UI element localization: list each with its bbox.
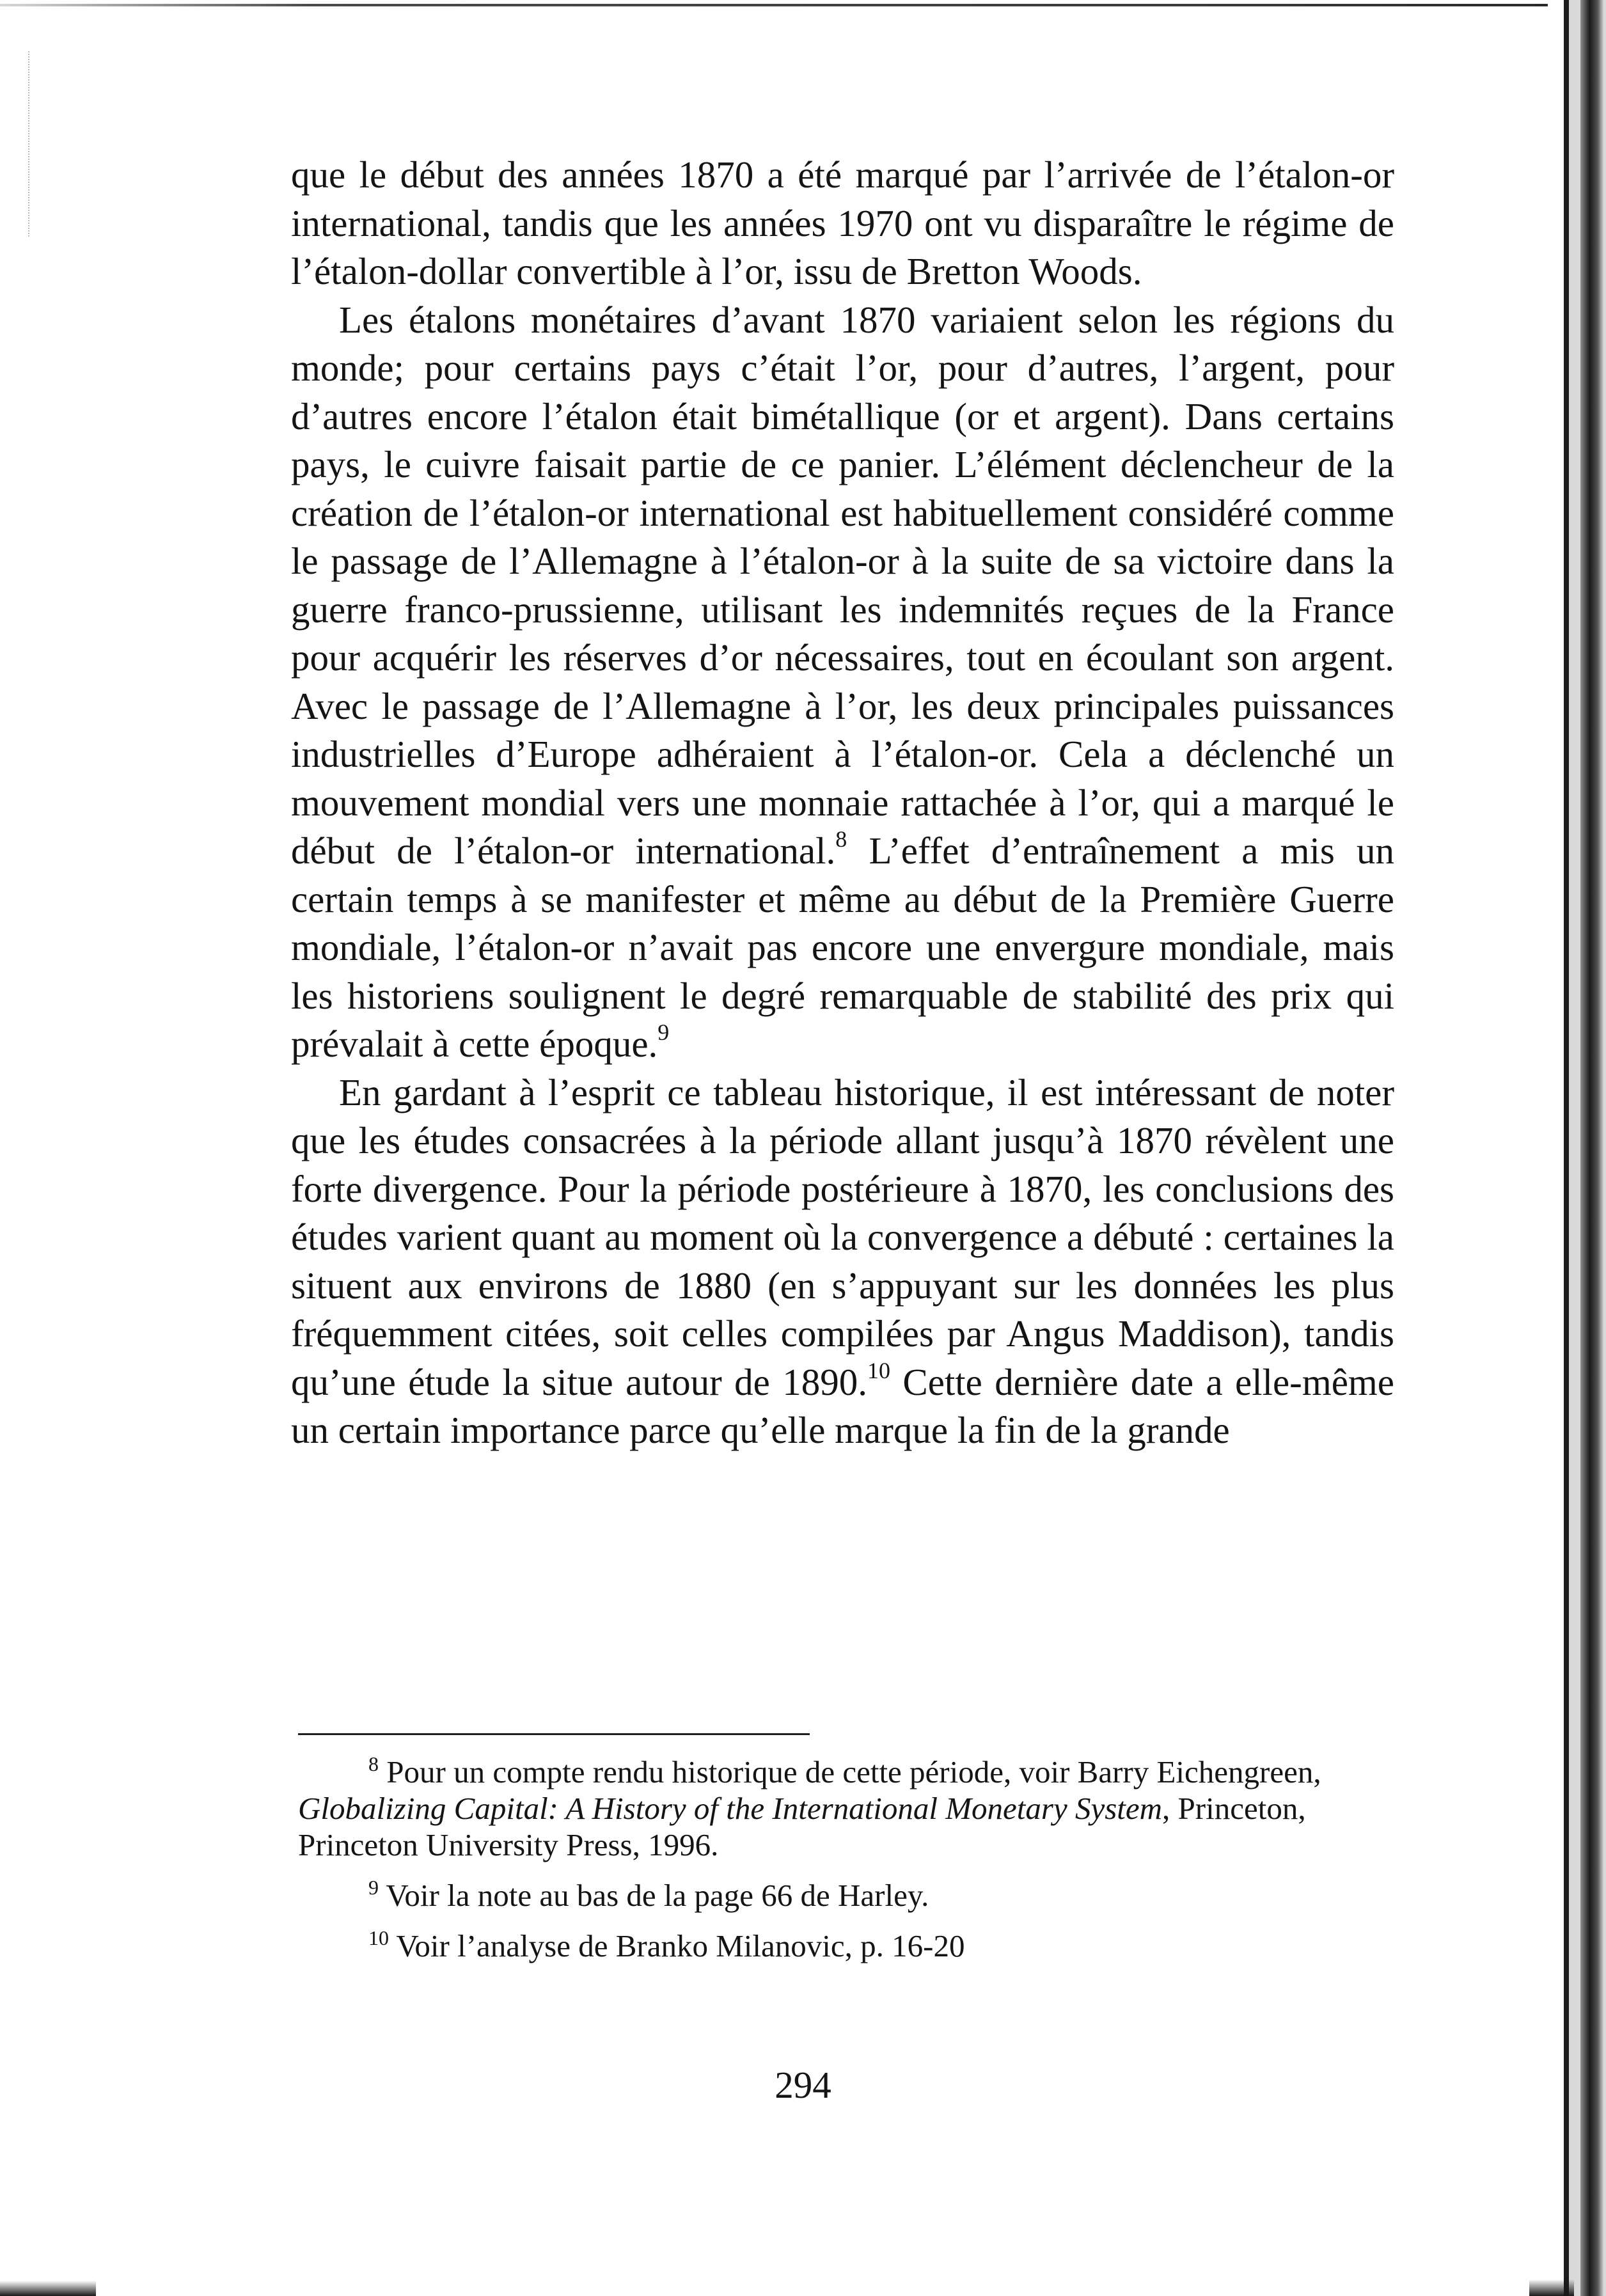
footnotes (298, 1754, 1392, 1978)
footnote-mark: 8 (368, 1752, 379, 1775)
scan-right-line (1564, 0, 1569, 2296)
paragraph-2-text-a: Les étalons monétaires d’avant 1870 variaient selon les régions du monde; pour certains pays c’était l’or, pour d’autres, l’argent, pour d’autres encore l’étalon était bimétallique (or et argent). Dans certains pays, le cuivre faisait partie de ce panier. L’élément déclencheur de la création de l’étalon-or international est habituellement considéré comme le passage de l’Allemagne à l’étalon-or à la suite de sa victoire dans la guerre franco-prussienne, utilisant les indemnités reçues de la France pour acquérir les réserves d’or nécessaires, tout en écoulant son argent. Avec le passage de l’Allemagne à l’or, les deux principales puissances industrielles d’Europe adhéraient à l’étalon-or. Cela a déclenché un mouvement mondial vers une monnaie rattachée à l’or, qui a marqué le début de l’étalon-or international. (291, 298, 1394, 872)
footnote-text: Voir l’analyse de Branko Milanovic, p. 16-20 (389, 1928, 965, 1963)
scan-bottom-right-shadow (1529, 2279, 1574, 2296)
paragraph-2 (291, 296, 1394, 1069)
page-number: 294 (775, 2064, 831, 2106)
footnote-text: , Princeton, Princeton University Press, 1996. (298, 1791, 1306, 1862)
paragraph-3-text-b: Cette dernière date a elle-même un certain importance parce qu’elle marque la fin de la grande (291, 1360, 1394, 1451)
paragraph-2-text-b: L’effet d’entraînement a mis un certain temps à se manifester et même au début de la Première Guerre mondiale, l’étalon-or n’avait pas encore une envergure mondiale, mais les historiens soulignent le degré remarquable de stabilité des prix qui prévalait à cette époque. (291, 830, 1394, 1065)
paragraph-3 (291, 1069, 1394, 1455)
footnote-separator (298, 1733, 810, 1735)
footnote-mark: 9 (368, 1876, 379, 1899)
paragraph-1 (291, 151, 1394, 296)
footnote-text: Pour un compte rendu historique de cette période, voir Barry Eichengreen, (379, 1754, 1321, 1789)
footnote-ref-8: 8 (835, 826, 847, 852)
paragraph-3-text-a: En gardant à l’esprit ce tableau historique, il est intéressant de noter que les études consacrées à la période allant jusqu’à 1870 révèlent une forte divergence. Pour la période postérieure à 1870, les conclusions des études varient quant au moment où la convergence a débuté : certaines la situent aux environs de 1880 (en s’appuyant sur les données les plus fréquemment citées, soit celles compilées par Angus Maddison), tandis qu’une étude la situe autour de 1890. (291, 1071, 1394, 1403)
footnote-8 (298, 1754, 1392, 1863)
footnote-mark: 10 (368, 1926, 389, 1949)
scan-top-edge (0, 4, 1548, 6)
paragraph-1-text: que le début des années 1870 a été marqué par l’arrivée de l’étalon-or international, tandis que les années 1970 ont vu disparaître le régime de l’étalon-dollar convertible à l’or, issu de Bretton Woods. (291, 153, 1394, 292)
footnote-ref-9: 9 (657, 1019, 670, 1045)
footnote-ref-10: 10 (867, 1357, 890, 1383)
footnote-book-title: Globalizing Capital: A History of the International Monetary System (298, 1791, 1163, 1826)
footnote-9 (298, 1877, 1392, 1914)
footnote-10 (298, 1928, 1392, 1964)
body-text (291, 151, 1394, 1455)
scan-margin-specks (28, 51, 33, 237)
footnote-text: Voir la note au bas de la page 66 de Harley. (379, 1878, 929, 1913)
scan-right-shadow (1580, 0, 1603, 2296)
scan-bottom-left-shadow (0, 2281, 96, 2296)
